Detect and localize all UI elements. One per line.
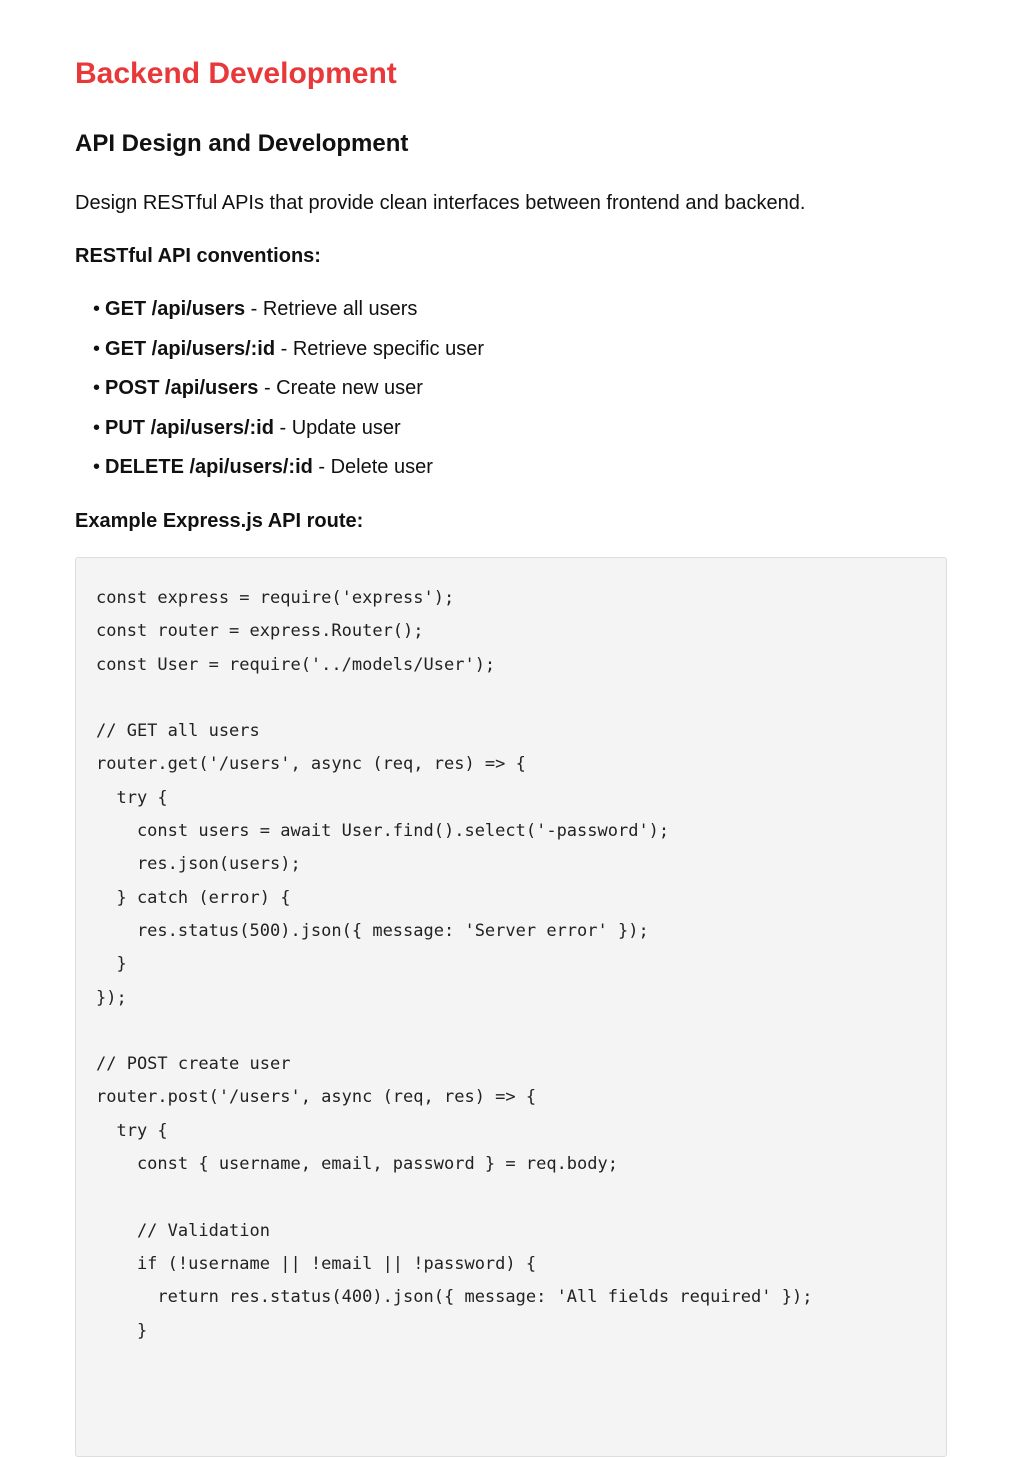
endpoint-description: - Delete user — [312, 456, 433, 479]
code-line — [96, 682, 812, 715]
code-line: // POST create user — [96, 1054, 291, 1075]
code-line: }); — [96, 987, 127, 1008]
code-line: res.status(500).json({ message: 'Server error' }); — [96, 920, 649, 941]
code-line: router.post('/users', async (req, res) => { — [96, 1087, 537, 1108]
bullet: • — [93, 337, 101, 360]
section-title: API Design and Development — [75, 130, 409, 157]
code-line: const User = require('../models/User'); — [96, 654, 496, 675]
endpoint-method: GET /api/users — [105, 298, 246, 320]
code-line: try { — [96, 1120, 168, 1141]
code-line: try { — [96, 787, 168, 808]
list-item — [93, 336, 484, 376]
code-block — [75, 557, 947, 1457]
code-line: const users = await User.find().select('-password'); — [96, 821, 670, 842]
endpoint-description: - Retrieve specific user — [275, 337, 485, 360]
endpoint-description: - Create new user — [258, 377, 423, 400]
bullet: • — [93, 298, 101, 320]
code-line: // Validation — [96, 1220, 270, 1241]
code-line — [96, 1348, 812, 1381]
endpoint-method: POST /api/users — [105, 377, 259, 400]
code-line: } catch (error) { — [96, 887, 291, 908]
list-item — [93, 415, 484, 455]
code-line: return res.status(400).json({ message: 'All fields required' }); — [96, 1287, 813, 1308]
endpoint-description: - Retrieve all users — [245, 298, 418, 320]
bullet: • — [93, 416, 101, 439]
endpoint-method: DELETE /api/users/:id — [105, 456, 313, 479]
conventions-label: RESTful API conventions: — [75, 245, 321, 267]
list-item — [93, 375, 484, 415]
code-line — [96, 1015, 812, 1048]
code-content — [96, 582, 812, 1414]
code-line: const router = express.Router(); — [96, 621, 424, 642]
code-line: router.get('/users', async (req, res) => { — [96, 754, 526, 775]
code-line: } — [96, 1320, 148, 1341]
endpoint-description: - Update user — [273, 416, 401, 439]
bullet: • — [93, 456, 101, 479]
bullet: • — [93, 377, 101, 400]
intro-paragraph: Design RESTful APIs that provide clean interfaces between frontend and backend. — [75, 192, 806, 214]
conventions-list — [93, 296, 484, 494]
example-label: Example Express.js API route: — [75, 510, 364, 532]
code-line: res.json(users); — [96, 854, 301, 875]
code-line: // GET all users — [96, 721, 260, 742]
code-line: if (!username || !email || !password) { — [96, 1253, 537, 1274]
page-title: Backend Development — [75, 57, 397, 90]
code-line — [96, 1381, 812, 1414]
endpoint-method: GET /api/users/:id — [105, 337, 276, 360]
list-item — [93, 296, 484, 336]
endpoint-method: PUT /api/users/:id — [105, 416, 274, 439]
code-line: } — [96, 954, 127, 975]
list-item — [93, 454, 484, 494]
code-line: const { username, email, password } = req.body; — [96, 1154, 618, 1175]
code-line — [96, 1181, 812, 1214]
code-line: const express = require('express'); — [96, 588, 455, 608]
